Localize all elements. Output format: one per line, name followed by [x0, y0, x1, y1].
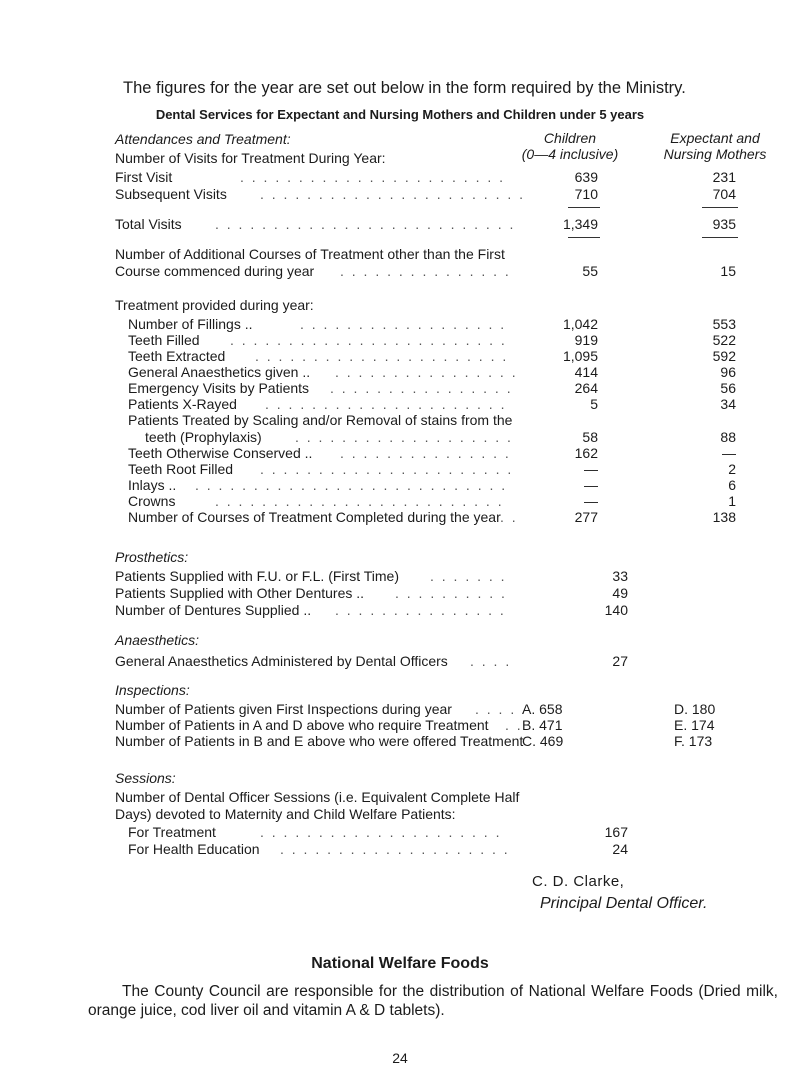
row-label: Number of Patients in A and D above who require Treatment — [115, 717, 489, 733]
row-label: General Anaesthetics given .. — [128, 364, 311, 380]
nwf-title: National Welfare Foods — [311, 955, 489, 972]
mothers-value: 1 — [728, 493, 736, 509]
sessions-heading: Sessions: — [115, 770, 176, 786]
visits-label: Number of Visits for Treatment During Year: — [115, 150, 386, 166]
row-label: Number of Patients given First Inspections during year — [115, 701, 452, 717]
leader-dots: . . . . — [475, 701, 517, 717]
children-value: 58 — [582, 429, 598, 445]
leader-dots: . . . . . . . . . . . . . . . . — [330, 380, 513, 396]
scaling-label: Patients Treated by Scaling and/or Removal of stains from the — [128, 412, 513, 428]
row-label: Number of Fillings .. — [128, 316, 253, 332]
leader-dots: . . . . . . . . . . . . . . . . . . . — [295, 429, 513, 445]
children-value: 919 — [574, 332, 598, 348]
sessions-line1: Number of Dental Officer Sessions (i.e. Equivalent Complete Half — [115, 789, 520, 805]
mothers-header-line1: Expectant and — [670, 130, 760, 146]
mothers-sum-rule — [702, 207, 738, 208]
children-value: — — [584, 493, 598, 509]
prosthetics-value: 33 — [612, 568, 628, 584]
leader-dots: . . — [500, 509, 518, 525]
mothers-value: 704 — [712, 186, 736, 202]
sessions-line2: Days) devoted to Maternity and Child Welfare Patients: — [115, 806, 456, 822]
mothers-value: 2 — [728, 461, 736, 477]
children-value: 264 — [574, 380, 598, 396]
leader-dots: . . . . . . . . . . . . . . . . . . . . . . . . . — [215, 493, 504, 509]
nwf-body — [88, 982, 778, 1020]
prosthetics-first-time-row — [0, 568, 800, 585]
prosthetics-value: 49 — [612, 585, 628, 601]
mothers-column-header — [640, 130, 790, 162]
children-header-line1: Children — [543, 130, 597, 146]
children-value: 1,042 — [562, 316, 598, 332]
children-value: B. 471 — [522, 717, 563, 733]
children-value: 5 — [590, 396, 598, 412]
teeth-extracted-row — [0, 348, 800, 365]
mothers-header-line2: Nursing Mothers — [663, 146, 767, 162]
leader-dots: . . . . . . . . . . . . . . . . . . . . . . . . . . . — [195, 477, 508, 493]
mothers-value: 553 — [712, 316, 736, 332]
mothers-value: 231 — [712, 169, 736, 185]
inspections-first-row — [0, 701, 800, 718]
leader-dots: . . . . . . . . . . . . . . . . . . . . . . — [255, 348, 509, 364]
anaesthetics-heading: Anaesthetics: — [115, 632, 200, 648]
subsequent-visits-row — [0, 186, 800, 203]
mothers-value: F. 173 — [674, 733, 713, 749]
mothers-value: D. 180 — [674, 701, 716, 717]
sessions-treatment-row — [0, 824, 800, 841]
prosthetics-heading: Prosthetics: — [115, 549, 189, 565]
sessions-education-row — [0, 841, 800, 858]
prophylaxis-row — [0, 429, 800, 446]
children-value: 1,349 — [562, 216, 598, 232]
row-label: For Health Education — [128, 841, 260, 857]
mothers-value: — — [722, 445, 736, 461]
mothers-value: 138 — [712, 509, 736, 525]
row-label: Inlays .. — [128, 477, 177, 493]
mothers-value: 15 — [720, 263, 736, 279]
row-label: Number of Patients in B and E above who were offered Treatment — [115, 733, 524, 749]
row-label: Patients X-Rayed — [128, 396, 237, 412]
row-label: Crowns — [128, 493, 176, 509]
leader-dots: . . . . . . . . . . — [395, 585, 507, 601]
leader-dots: . . . . . . . . . . . . . . . . . . . . . . . . — [230, 332, 507, 348]
leader-dots: . . . . . . . . . . . . . . . . . . . . . . . — [260, 186, 526, 202]
inspections-heading: Inspections: — [115, 682, 190, 698]
mothers-value: 522 — [712, 332, 736, 348]
courses-completed-row — [0, 509, 800, 526]
anaesthetics-row — [0, 653, 800, 670]
children-value: 710 — [574, 186, 598, 202]
row-label: Teeth Extracted — [128, 348, 226, 364]
attendances-heading: Attendances and Treatment: — [115, 131, 291, 147]
children-value: 1,095 — [562, 348, 598, 364]
row-label: Course commenced during year — [115, 263, 315, 279]
sessions-value: 167 — [604, 824, 628, 840]
row-label: Emergency Visits by Patients — [128, 380, 310, 396]
children-column-header — [500, 130, 640, 162]
emergency-visits-row — [0, 380, 800, 397]
children-value: 639 — [574, 169, 598, 185]
first-visit-row — [0, 169, 800, 186]
children-value: 55 — [582, 263, 598, 279]
row-label: Number of Courses of Treatment Completed during the year — [128, 509, 501, 525]
treatment-provided-label: Treatment provided during year: — [115, 297, 314, 313]
children-sum-rule — [568, 207, 600, 208]
leader-dots: . . . . — [470, 653, 512, 669]
row-label: Teeth Filled — [128, 332, 200, 348]
inlays-row — [0, 477, 800, 494]
leader-dots: . . . . . . . . . . . . . . . . . . . . — [280, 841, 510, 857]
dentures-supplied-row — [0, 602, 800, 619]
leader-dots: . . . . . . . . . . . . . . . . . . . . . — [260, 824, 502, 840]
anaesthetics-value: 27 — [612, 653, 628, 669]
row-label: Teeth Root Filled — [128, 461, 234, 477]
intro-text: The figures for the year are set out below in the form required by the Ministry. — [123, 79, 686, 97]
mothers-value: 88 — [720, 429, 736, 445]
children-value: 277 — [574, 509, 598, 525]
row-label: Teeth Otherwise Conserved .. — [128, 445, 313, 461]
row-label: Patients Supplied with F.U. or F.L. (First Time) — [115, 568, 399, 584]
leader-dots: . . . . . . . . . . . . . . . — [340, 445, 511, 461]
leader-dots: . . . . . . . . . . . . . . . . . . — [300, 316, 507, 332]
children-value: 162 — [574, 445, 598, 461]
mothers-value: 6 — [728, 477, 736, 493]
leader-dots: . . . . . . . . . . . . . . . . . . . . . . — [260, 461, 514, 477]
signature-title: Principal Dental Officer. — [540, 895, 708, 912]
leader-dots: . . . . . . . . . . . . . . . — [340, 263, 511, 279]
children-value: A. 658 — [522, 701, 563, 717]
prosthetics-value: 140 — [604, 602, 628, 618]
fillings-row — [0, 316, 800, 333]
otherwise-conserved-row — [0, 445, 800, 462]
additional-courses-label: Number of Additional Courses of Treatment other than the First — [115, 246, 505, 262]
children-value: — — [584, 477, 598, 493]
children-header-line2: (0—4 inclusive) — [521, 146, 619, 162]
mothers-total-rule — [702, 237, 738, 238]
leader-dots: . . . . . . . . . . . . . . . — [335, 602, 506, 618]
crowns-row — [0, 493, 800, 510]
mothers-value: 592 — [712, 348, 736, 364]
leader-dots: . . . . . . . . . . . . . . . . . . . . . — [265, 396, 507, 412]
inspections-offered-row — [0, 733, 800, 750]
mothers-value: 935 — [712, 216, 736, 232]
leader-dots: . . . . . . . — [430, 568, 507, 584]
children-total-rule — [568, 237, 600, 238]
row-label: First Visit — [115, 169, 173, 185]
leader-dots: . . . . . . . . . . . . . . . . . . . . . . . — [240, 169, 506, 185]
row-label: teeth (Prophylaxis) — [145, 429, 262, 445]
signature-name: C. D. Clarke, — [532, 873, 625, 890]
page-number: 24 — [392, 1050, 408, 1066]
mothers-value: 34 — [720, 396, 736, 412]
row-label: For Treatment — [128, 824, 216, 840]
inspections-require-row — [0, 717, 800, 734]
leader-dots: . . — [505, 717, 523, 733]
root-filled-row — [0, 461, 800, 478]
additional-courses-row — [0, 263, 800, 280]
row-label: Patients Supplied with Other Dentures .. — [115, 585, 365, 601]
general-anaesthetics-row — [0, 364, 800, 381]
leader-dots: . . . . . . . . . . . . . . . . . . . . . . . . . . — [215, 216, 516, 232]
prosthetics-other-row — [0, 585, 800, 602]
row-label: Subsequent Visits — [115, 186, 227, 202]
mothers-value: E. 174 — [674, 717, 715, 733]
sessions-value: 24 — [612, 841, 628, 857]
row-label: General Anaesthetics Administered by Dental Officers — [115, 653, 448, 669]
mothers-value: 56 — [720, 380, 736, 396]
row-label: Number of Dentures Supplied .. — [115, 602, 312, 618]
row-label: Total Visits — [115, 216, 182, 232]
leader-dots: . . . . . . . . . . . . . . . . — [335, 364, 518, 380]
table-title: Dental Services for Expectant and Nursing Mothers and Children under 5 years — [155, 107, 645, 122]
total-visits-row — [0, 216, 800, 233]
children-value: 414 — [574, 364, 598, 380]
children-value: — — [584, 461, 598, 477]
children-value: C. 469 — [522, 733, 564, 749]
nwf-paragraph-1: The County Council are responsible for the distribution of National Welfare Foods (Dried milk, orange juice, cod liver oil and vitamin A & D tablets). — [88, 983, 778, 1019]
teeth-filled-row — [0, 332, 800, 349]
xrayed-row — [0, 396, 800, 413]
mothers-value: 96 — [720, 364, 736, 380]
